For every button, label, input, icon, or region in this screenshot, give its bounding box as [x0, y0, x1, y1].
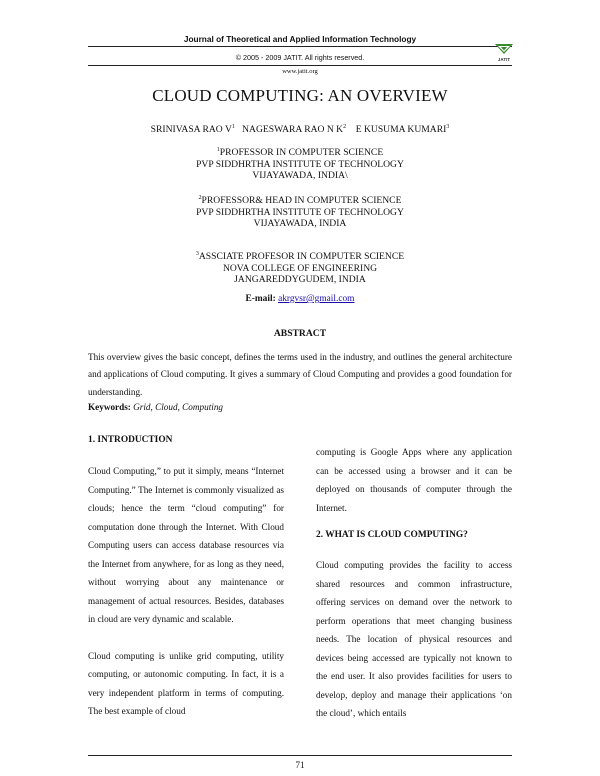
- affiliation-sup: 1: [216, 147, 220, 153]
- header-rule-top: [88, 46, 512, 47]
- keywords-label: Keywords:: [88, 402, 131, 412]
- email-link[interactable]: akrgvsr@gmail.com: [278, 294, 355, 304]
- affiliation-line: VIJAYAWADA, INDIA\: [252, 170, 348, 182]
- paper-title: CLOUD COMPUTING: AN OVERVIEW: [152, 86, 448, 105]
- copyright-line: © 2005 - 2009 JATIT. All rights reserved.: [235, 53, 365, 62]
- paragraph: computing is Google Apps where any application can be accessed using a browser and it can be deployed on thousands of computer through the Internet.: [316, 447, 512, 513]
- abstract-text: This overview gives the basic concept, defines the terms used in the industry, and outlines the general architecture and applications of Cloud computing. It gives a summary of Cloud Computing and provides a good foundation for understanding.: [88, 352, 512, 397]
- affiliation-line: PVP SIDDHRTHA INSTITUTE OF TECHNOLOGY: [196, 158, 404, 170]
- right-column-top: [316, 443, 512, 517]
- logo-text: JATIT: [497, 57, 511, 62]
- paragraph: Cloud computing provides the facility to access shared resources and common infrastructure, offering services on demand over the network to perform operations that meet changing business needs. The location of physical resources and devices being accessed are typically not known to the end user. It also provides facilities for users to develop, deploy and manage their applications ‘on the cloud’, which entails: [316, 560, 512, 718]
- page-number: 71: [295, 760, 305, 770]
- email-label: E-mail:: [245, 294, 276, 304]
- journal-name: Journal of Theoretical and Applied Information Technology: [183, 34, 417, 44]
- affiliation-line: JANGAREDDYGUDEM, INDIA: [234, 274, 366, 286]
- paragraph: Cloud computing is unlike grid computing, utility computing, or autonomic computing. In fact, it is a very independent platform in terms of computing. The best example of cloud: [88, 650, 284, 716]
- journal-website: www.jatit.org: [282, 68, 318, 75]
- author-sup: 1: [231, 124, 235, 130]
- section-heading-what-is-cloud: 2. WHAT IS CLOUD COMPUTING?: [316, 530, 468, 540]
- journal-logo: [493, 43, 515, 63]
- affiliation-line: NOVA COLLEGE OF ENGINEERING: [222, 262, 378, 274]
- abstract-heading: ABSTRACT: [273, 328, 327, 339]
- paragraph: Cloud Computing,” to put it simply, means “Internet Computing.” The Internet is commonly visualized as clouds; hence the term “cloud computing” for computation done through the Internet. With Cloud Computing users can access database resources via the Internet from anywhere, for as long as they need, without worrying about any maintenance or management of actual resources. Besides, databases in cloud are very dynamic and scalable.: [88, 466, 284, 624]
- affiliation-3: [0, 249, 600, 286]
- author-name: NAGESWARA RAO N K: [242, 124, 344, 136]
- author-name: SRINIVASA RAO V: [150, 124, 232, 136]
- affiliation-line: ASSCIATE PROFESOR IN COMPUTER SCIENCE: [198, 251, 405, 263]
- affiliation-line: VIJAYAWADA, INDIA: [253, 218, 347, 230]
- header-rule-bottom: [88, 65, 512, 66]
- affiliation-line: PROFESSOR& HEAD IN COMPUTER SCIENCE: [201, 195, 402, 207]
- affiliation-sup: 2: [198, 195, 202, 201]
- affiliation-2: [0, 193, 600, 230]
- keywords-value: Grid, Cloud, Computing: [133, 402, 224, 412]
- right-column-bottom: [316, 556, 512, 723]
- section-heading-introduction: 1. INTRODUCTION: [88, 435, 173, 445]
- affiliation-line: PVP SIDDHRTHA INSTITUTE OF TECHNOLOGY: [196, 206, 404, 218]
- contact-email: [0, 294, 600, 304]
- affiliation-sup: 3: [195, 251, 199, 257]
- left-column: [88, 462, 284, 721]
- author-list: [0, 124, 600, 135]
- footer-rule: [88, 755, 512, 756]
- keywords: [88, 402, 223, 412]
- affiliation-1: [0, 145, 600, 182]
- author-sup: 2: [343, 124, 347, 130]
- affiliation-line: PROFESSOR IN COMPUTER SCIENCE: [219, 147, 384, 159]
- author-sup: 3: [446, 124, 450, 130]
- author-name: E KUSUMA KUMARI: [355, 124, 447, 136]
